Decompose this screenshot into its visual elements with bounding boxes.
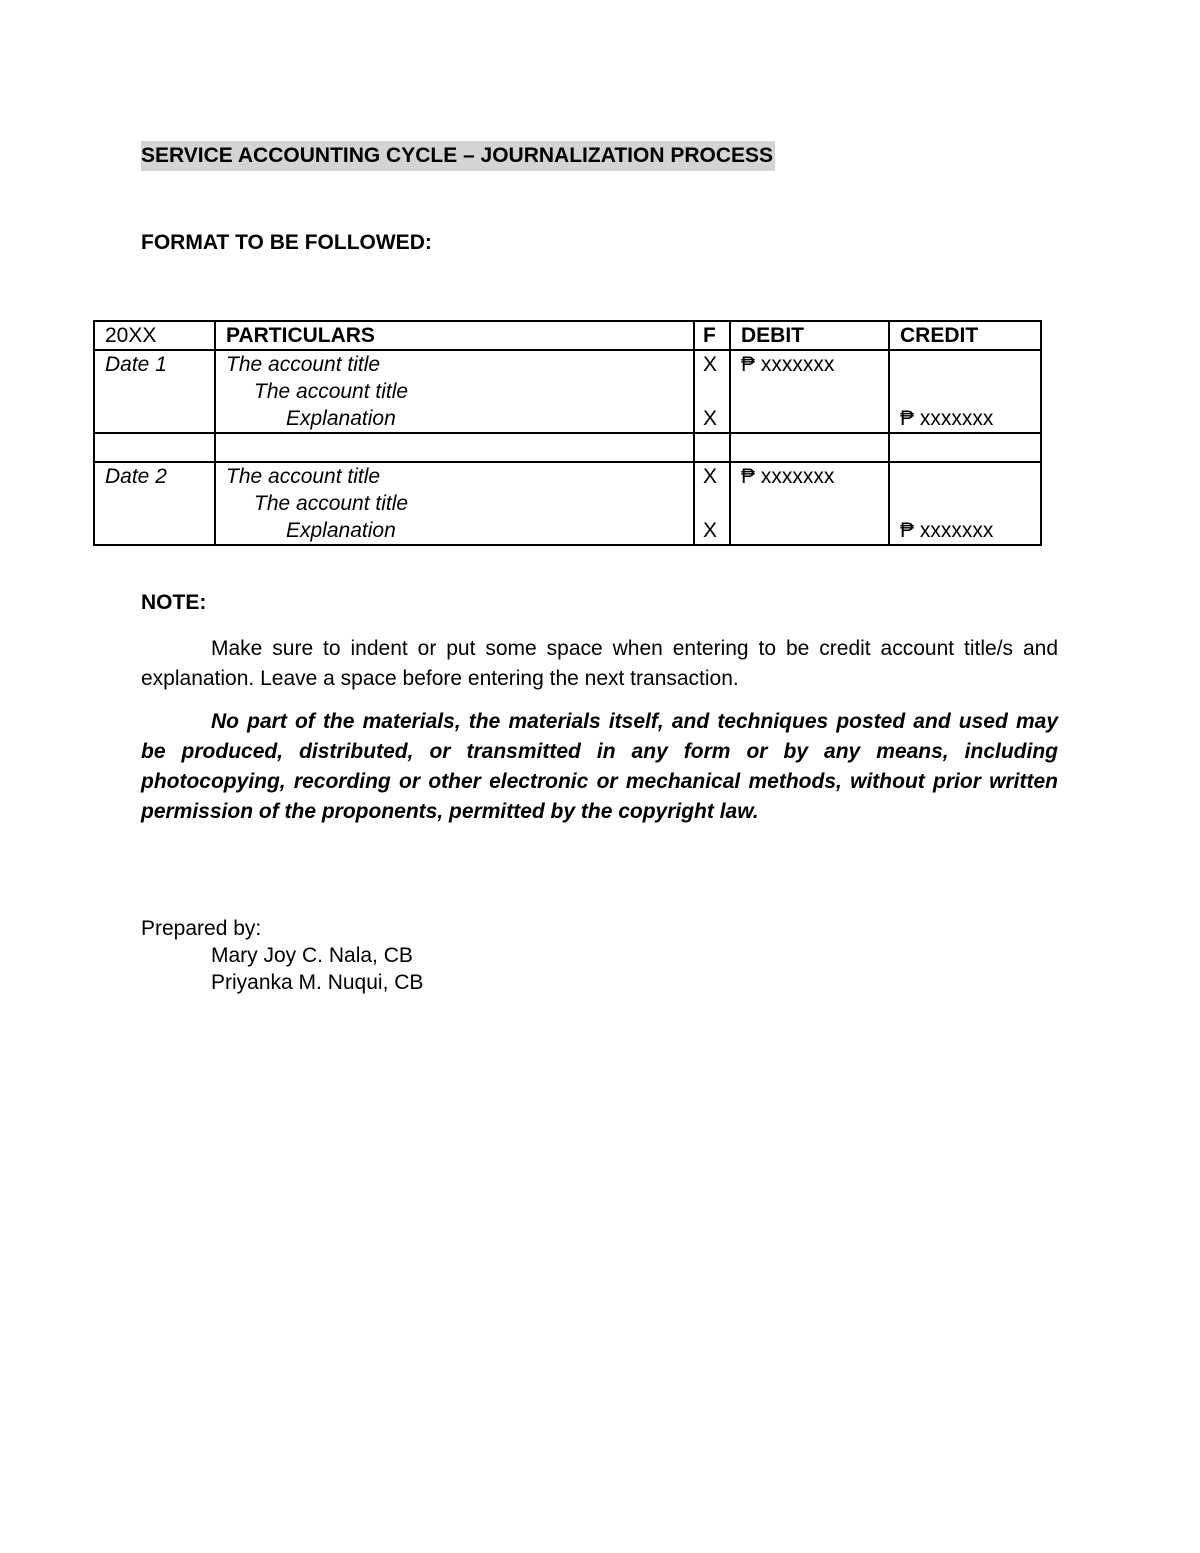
entry-credit xyxy=(889,462,1041,545)
prepared-by-label: Prepared by: xyxy=(141,917,262,940)
credit-account-title: The account title xyxy=(254,380,409,403)
table-row xyxy=(94,462,1041,545)
folio-credit: X xyxy=(703,519,718,542)
entry-particulars xyxy=(215,462,694,545)
page-title: SERVICE ACCOUNTING CYCLE – JOURNALIZATION PROCESS xyxy=(141,141,775,171)
header-folio: F xyxy=(694,321,730,350)
folio-credit: X xyxy=(703,407,718,430)
debit-account-title: The account title xyxy=(226,465,381,488)
note-heading: NOTE: xyxy=(141,591,207,614)
credit-account-title: The account title xyxy=(254,492,409,515)
format-heading: FORMAT TO BE FOLLOWED: xyxy=(141,231,432,254)
copyright-notice: No part of the materials, the materials itself, and techniques posted and used may be produced, distributed, or transmitted in any form or by any means, including photocopying, recording or other electronic or mechanical methods, without prior written permission of the proponents, permitted by the copyright law. xyxy=(141,710,1058,823)
preparer-name: Priyanka M. Nuqui, CB xyxy=(211,971,424,994)
credit-amount: ₱ xxxxxxx xyxy=(900,407,994,430)
entry-explanation: Explanation xyxy=(286,519,396,542)
preparer-name: Mary Joy C. Nala, CB xyxy=(211,944,413,967)
debit-amount: ₱ xxxxxxx xyxy=(741,353,835,376)
entry-folio xyxy=(694,462,730,545)
debit-amount: ₱ xxxxxxx xyxy=(741,465,835,488)
header-year: 20XX xyxy=(94,321,215,350)
entry-date: Date 2 xyxy=(94,462,215,545)
note-paragraph: Make sure to indent or put some space when entering to be credit account title/s and explanation. Leave a space before entering the next transaction. xyxy=(141,637,1058,690)
entry-debit xyxy=(730,462,889,545)
entry-date: Date 1 xyxy=(94,350,215,433)
spacer-row xyxy=(94,433,1041,462)
entry-credit xyxy=(889,350,1041,433)
entry-debit xyxy=(730,350,889,433)
table-row xyxy=(94,350,1041,433)
folio-debit: X xyxy=(703,465,718,488)
folio-debit: X xyxy=(703,353,718,376)
credit-amount: ₱ xxxxxxx xyxy=(900,519,994,542)
table-header-row xyxy=(94,321,1041,350)
header-particulars: PARTICULARS xyxy=(215,321,694,350)
entry-explanation: Explanation xyxy=(286,407,396,430)
header-credit: CREDIT xyxy=(889,321,1041,350)
debit-account-title: The account title xyxy=(226,353,381,376)
journal-table xyxy=(93,320,1042,546)
entry-particulars xyxy=(215,350,694,433)
entry-folio xyxy=(694,350,730,433)
header-debit: DEBIT xyxy=(730,321,889,350)
prepared-by-block xyxy=(141,915,423,996)
